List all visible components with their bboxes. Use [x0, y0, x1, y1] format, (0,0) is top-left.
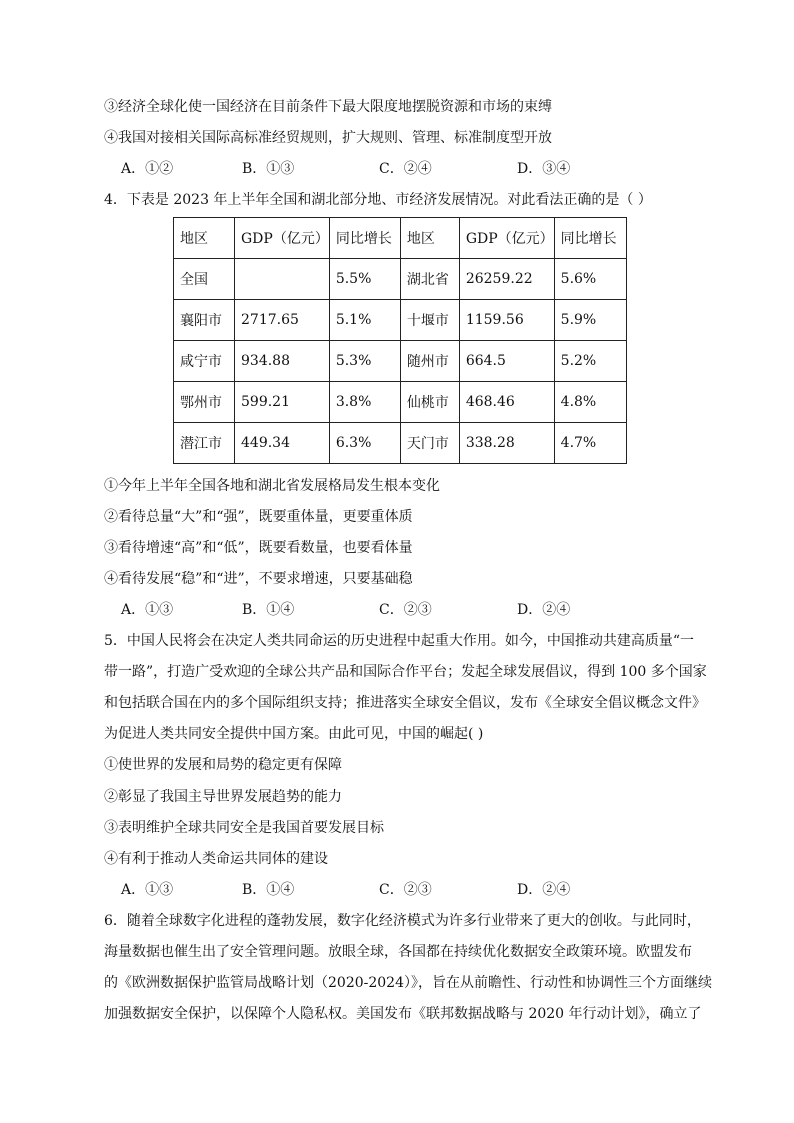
gdp-table [173, 217, 627, 464]
q5-choice-a: A．①③ [121, 882, 174, 898]
q3-answer-choices [121, 159, 681, 179]
header-cell: 地区 [400, 218, 459, 259]
q5-stem-line-1: 5．中国人民将会在决定人类共同命运的历史进程中起重大作用。如今，中国推动共建高质量“一 [104, 633, 695, 649]
header-cell: 同比增长 [329, 218, 400, 259]
q4-option-3: ③看待增速“高”和“低”，既要看数量，也要看体量 [104, 540, 413, 556]
table-cell [235, 259, 330, 300]
q3-option-4: ④我国对接相关国际高标准经贸规则，扩大规则、管理、标准制度型开放 [104, 130, 552, 146]
table-cell: 338.28 [459, 423, 554, 464]
q4-stem: 4．下表是 2023 年上半年全国和湖北部分地、市经济发展情况。对此看法正确的是（ ） [104, 192, 652, 208]
table-cell: 664.5 [459, 341, 554, 382]
q4-answer-choices [121, 600, 681, 620]
table-row [174, 382, 627, 423]
q5-choice-b: B．①④ [242, 882, 295, 898]
table-header-row [174, 218, 627, 259]
q6-stem-line-4: 加强数据安全保护，以保障个人隐私权。美国发布《联邦数据战略与 2020 年行动计划》，确立了 [104, 1006, 702, 1022]
table-cell: 随州市 [400, 341, 459, 382]
q4-option-4: ④看待发展“稳”和“进”，不要求增速，只要基础稳 [104, 571, 413, 587]
q3-choice-a: A．①② [121, 161, 174, 177]
q4-choice-c: C．②③ [379, 602, 432, 618]
q4-choice-a: A．①③ [121, 602, 174, 618]
q3-choice-d: D．③④ [517, 161, 571, 177]
q6-stem-line-1: 6．随着全球数字化进程的蓬勃发展，数字化经济模式为许多行业带来了更大的创收。与此同时， [104, 913, 701, 929]
q6-stem-line-2: 海量数据也催生出了安全管理问题。放眼全球，各国都在持续优化数据安全政策环境。欧盟发布 [104, 944, 692, 960]
table-cell: 襄阳市 [174, 300, 235, 341]
table-cell: 鄂州市 [174, 382, 235, 423]
q5-option-2: ②彰显了我国主导世界发展趋势的能力 [104, 789, 342, 805]
table-cell: 5.1% [329, 300, 400, 341]
table-cell: 26259.22 [459, 259, 554, 300]
table-cell: 934.88 [235, 341, 330, 382]
table-cell: 449.34 [235, 423, 330, 464]
q4-choice-d: D．②④ [517, 602, 571, 618]
table-cell: 5.3% [329, 341, 400, 382]
table-cell: 3.8% [329, 382, 400, 423]
q5-option-3: ③表明维护全球共同安全是我国首要发展目标 [104, 820, 384, 836]
q3-option-3: ③经济全球化使一国经济在目前条件下最大限度地摆脱资源和市场的束缚 [104, 99, 552, 115]
q5-option-4: ④有利于推动人类命运共同体的建设 [104, 851, 328, 867]
q3-choice-b: B．①③ [242, 161, 295, 177]
table-row [174, 341, 627, 382]
table-cell: 潜江市 [174, 423, 235, 464]
table-row [174, 259, 627, 300]
table-cell: 4.8% [554, 382, 626, 423]
header-cell: GDP（亿元） [459, 218, 554, 259]
q5-choice-d: D．②④ [517, 882, 571, 898]
table-cell: 6.3% [329, 423, 400, 464]
q5-answer-choices [121, 880, 681, 900]
q3-choice-c: C．②④ [379, 161, 432, 177]
q4-option-2: ②看待总量“大”和“强”，既要重体量，更要重体质 [104, 509, 413, 525]
table-cell: 1159.56 [459, 300, 554, 341]
table-cell: 468.46 [459, 382, 554, 423]
table-cell: 4.7% [554, 423, 626, 464]
q4-choice-b: B．①④ [242, 602, 295, 618]
q5-stem-line-3: 和包括联合国在内的多个国际组织支持；推进落实全球安全倡议，发布《全球安全倡议概念文件》 [104, 695, 706, 711]
table-cell: 全国 [174, 259, 235, 300]
table-cell: 5.2% [554, 341, 626, 382]
table-cell: 5.5% [329, 259, 400, 300]
header-cell: 同比增长 [554, 218, 626, 259]
q5-option-1: ①使世界的发展和局势的稳定更有保障 [104, 757, 342, 773]
table-row [174, 300, 627, 341]
q4-option-1: ①今年上半年全国各地和湖北省发展格局发生根本变化 [104, 478, 440, 494]
table-cell: 咸宁市 [174, 341, 235, 382]
header-cell: 地区 [174, 218, 235, 259]
table-cell: 599.21 [235, 382, 330, 423]
table-cell: 湖北省 [400, 259, 459, 300]
table-cell: 2717.65 [235, 300, 330, 341]
q5-stem-line-2: 带一路”，打造广受欢迎的全球公共产品和国际合作平台；发起全球发展倡议，得到 100 多个国家 [104, 664, 707, 680]
table-cell: 仙桃市 [400, 382, 459, 423]
table-cell: 5.6% [554, 259, 626, 300]
table-cell: 5.9% [554, 300, 626, 341]
q5-stem-line-4: 为促进人类共同安全提供中国方案。由此可见，中国的崛起( ) [104, 726, 484, 742]
q5-choice-c: C．②③ [379, 882, 432, 898]
q6-stem-line-3: 的《欧洲数据保护监管局战略计划（2020-2024）》，旨在从前瞻性、行动性和协调性三个方面继续 [104, 975, 712, 991]
table-cell: 十堰市 [400, 300, 459, 341]
table-cell: 天门市 [400, 423, 459, 464]
table-row [174, 423, 627, 464]
header-cell: GDP（亿元） [235, 218, 330, 259]
